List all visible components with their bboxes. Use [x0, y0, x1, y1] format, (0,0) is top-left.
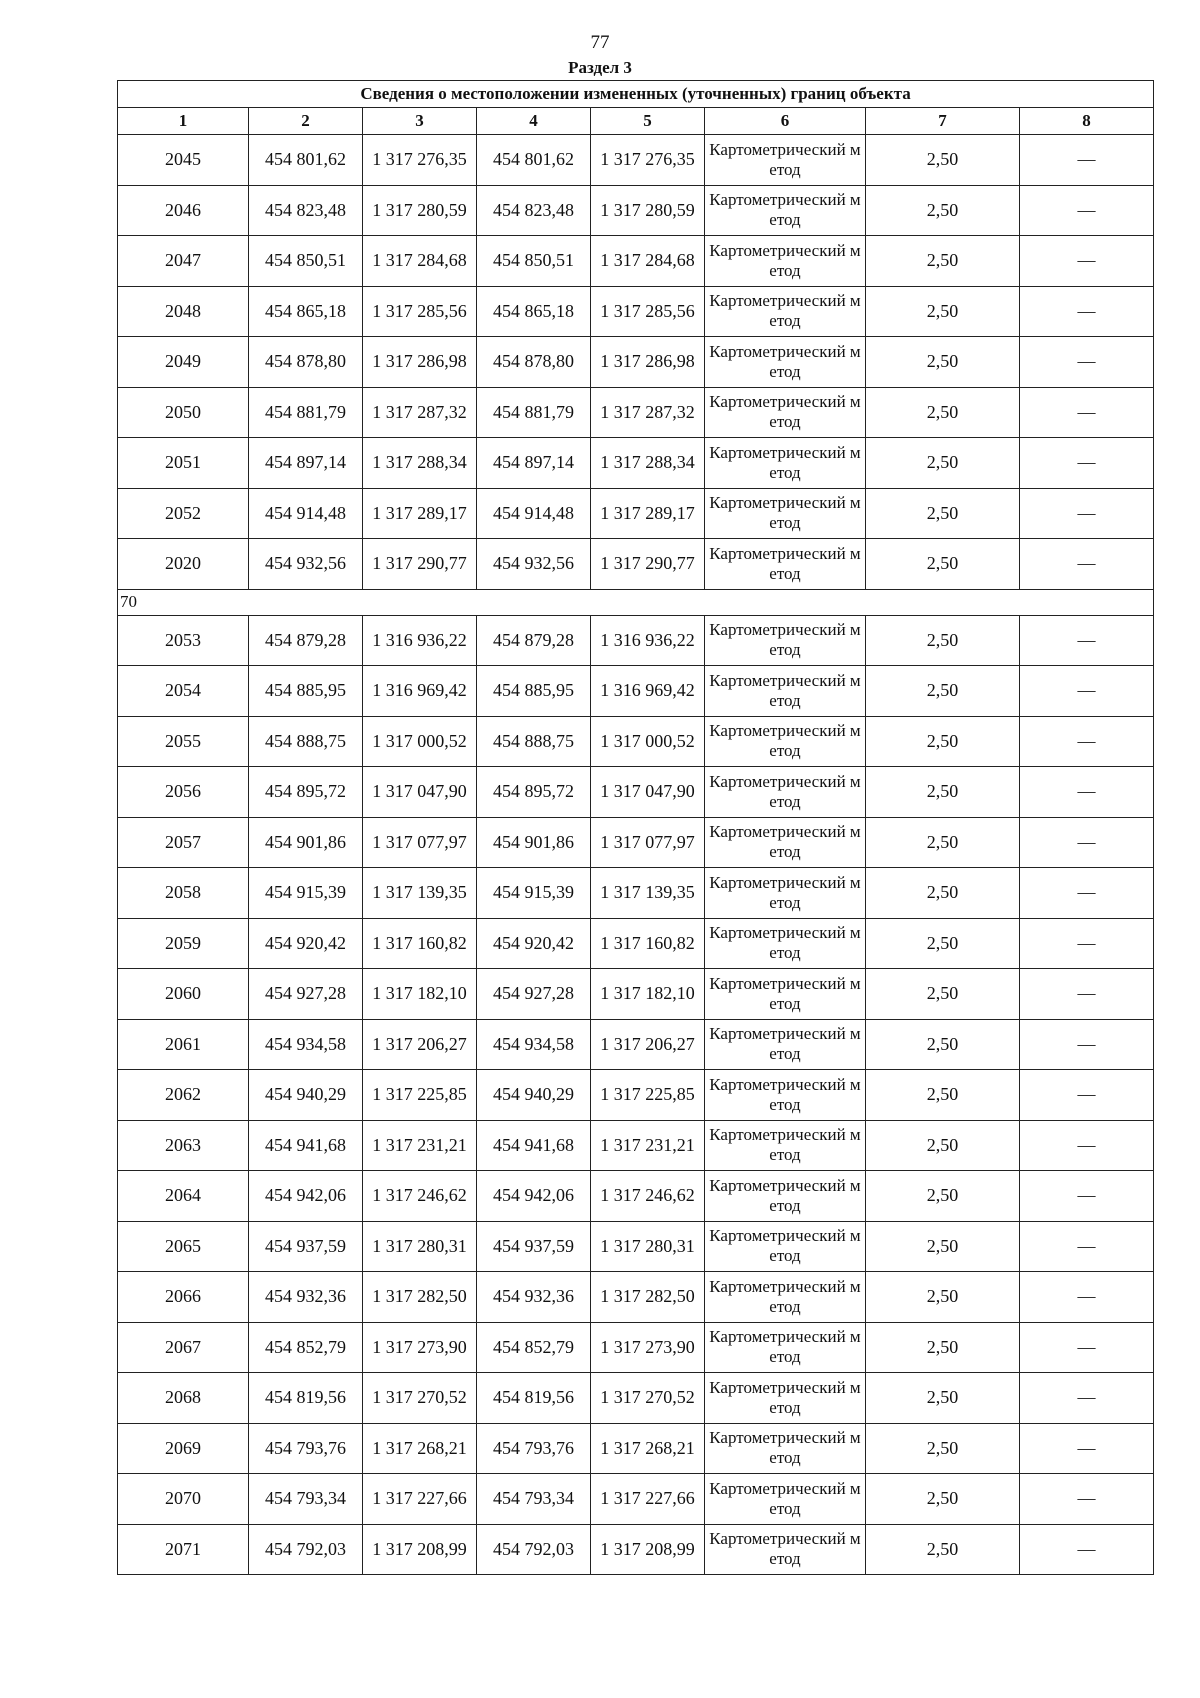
- table-row: [118, 387, 1154, 438]
- cell-x-existing: 454 852,79: [249, 1322, 363, 1373]
- cell-accuracy: 2,50: [866, 1221, 1020, 1272]
- cell-description: —: [1020, 817, 1154, 868]
- table-row: [118, 817, 1154, 868]
- cell-description: —: [1020, 1423, 1154, 1474]
- cell-y-new: 1 317 231,21: [591, 1120, 705, 1171]
- cell-method: [705, 1423, 866, 1474]
- cell-x-existing: 454 927,28: [249, 969, 363, 1020]
- column-number-7: 7: [866, 108, 1020, 135]
- cell-method: [705, 868, 866, 919]
- page-number: 77: [590, 32, 610, 53]
- cell-x-existing: 454 901,86: [249, 817, 363, 868]
- cell-y-existing: 1 317 139,35: [363, 868, 477, 919]
- method-text: Картометрический метод: [709, 1478, 861, 1518]
- cell-accuracy: 2,50: [866, 868, 1020, 919]
- method-text: Картометрический метод: [709, 822, 861, 862]
- method-text: Картометрический метод: [709, 1276, 861, 1316]
- method-text: Картометрический метод: [709, 392, 861, 432]
- cell-y-existing: 1 317 000,52: [363, 716, 477, 767]
- cell-description: —: [1020, 1221, 1154, 1272]
- cell-x-new: 454 927,28: [477, 969, 591, 1020]
- cell-x-existing: 454 881,79: [249, 387, 363, 438]
- cell-accuracy: 2,50: [866, 539, 1020, 590]
- cell-y-existing: 1 317 246,62: [363, 1171, 477, 1222]
- cell-point-number: 2048: [118, 286, 249, 337]
- cell-x-new: 454 937,59: [477, 1221, 591, 1272]
- cell-x-existing: 454 941,68: [249, 1120, 363, 1171]
- method-text: Картометрический метод: [709, 973, 861, 1013]
- cell-description: —: [1020, 337, 1154, 388]
- method-text: Картометрический метод: [709, 1024, 861, 1064]
- cell-method: [705, 1120, 866, 1171]
- cell-y-new: 1 317 282,50: [591, 1272, 705, 1323]
- cell-y-new: 1 317 182,10: [591, 969, 705, 1020]
- cell-x-new: 454 852,79: [477, 1322, 591, 1373]
- table-row: [118, 716, 1154, 767]
- cell-y-existing: 1 317 290,77: [363, 539, 477, 590]
- cell-description: —: [1020, 135, 1154, 186]
- table-row: [118, 1221, 1154, 1272]
- table-row: [118, 539, 1154, 590]
- method-text: Картометрический метод: [709, 1327, 861, 1367]
- cell-description: —: [1020, 1019, 1154, 1070]
- cell-x-new: 454 895,72: [477, 767, 591, 818]
- table-row: [118, 666, 1154, 717]
- cell-y-new: 1 317 284,68: [591, 236, 705, 287]
- cell-y-existing: 1 317 231,21: [363, 1120, 477, 1171]
- cell-accuracy: 2,50: [866, 185, 1020, 236]
- column-number-4: 4: [477, 108, 591, 135]
- cell-y-new: 1 317 289,17: [591, 488, 705, 539]
- cell-x-new: 454 932,36: [477, 1272, 591, 1323]
- cell-x-existing: 454 823,48: [249, 185, 363, 236]
- method-text: Картометрический метод: [709, 543, 861, 583]
- cell-method: [705, 767, 866, 818]
- cell-y-new: 1 317 077,97: [591, 817, 705, 868]
- cell-y-existing: 1 317 280,59: [363, 185, 477, 236]
- cell-accuracy: 2,50: [866, 1171, 1020, 1222]
- cell-y-new: 1 317 288,34: [591, 438, 705, 489]
- cell-description: —: [1020, 1120, 1154, 1171]
- cell-method: [705, 969, 866, 1020]
- cell-point-number: 2049: [118, 337, 249, 388]
- cell-x-existing: 454 914,48: [249, 488, 363, 539]
- cell-y-new: 1 316 936,22: [591, 615, 705, 666]
- cell-accuracy: 2,50: [866, 969, 1020, 1020]
- cell-method: [705, 1373, 866, 1424]
- method-text: Картометрический метод: [709, 620, 861, 660]
- cell-accuracy: 2,50: [866, 1373, 1020, 1424]
- method-text: Картометрический метод: [709, 341, 861, 381]
- cell-x-existing: 454 885,95: [249, 666, 363, 717]
- cell-x-new: 454 901,86: [477, 817, 591, 868]
- cell-x-existing: 454 801,62: [249, 135, 363, 186]
- cell-point-number: 2066: [118, 1272, 249, 1323]
- cell-x-new: 454 819,56: [477, 1373, 591, 1424]
- cell-point-number: 2052: [118, 488, 249, 539]
- cell-accuracy: 2,50: [866, 1474, 1020, 1525]
- cell-x-new: 454 885,95: [477, 666, 591, 717]
- cell-accuracy: 2,50: [866, 1524, 1020, 1575]
- method-text: Картометрический метод: [709, 670, 861, 710]
- cell-method: [705, 1070, 866, 1121]
- table-caption: Сведения о местоположении измененных (уточненных) границ объекта: [118, 81, 1154, 108]
- cell-y-new: 1 317 225,85: [591, 1070, 705, 1121]
- column-number-1: 1: [118, 108, 249, 135]
- table-row: [118, 488, 1154, 539]
- cell-x-new: 454 793,34: [477, 1474, 591, 1525]
- cell-x-existing: 454 888,75: [249, 716, 363, 767]
- cell-point-number: 2069: [118, 1423, 249, 1474]
- cell-description: —: [1020, 666, 1154, 717]
- table-row: [118, 337, 1154, 388]
- cell-x-new: 454 878,80: [477, 337, 591, 388]
- cell-description: —: [1020, 767, 1154, 818]
- cell-y-existing: 1 317 285,56: [363, 286, 477, 337]
- table-row: [118, 1120, 1154, 1171]
- cell-x-new: 454 793,76: [477, 1423, 591, 1474]
- cell-x-new: 454 914,48: [477, 488, 591, 539]
- method-text: Картометрический метод: [709, 1074, 861, 1114]
- table-row: [118, 135, 1154, 186]
- cell-y-existing: 1 317 182,10: [363, 969, 477, 1020]
- method-text: Картометрический метод: [709, 721, 861, 761]
- method-text: Картометрический метод: [709, 923, 861, 963]
- cell-point-number: 2055: [118, 716, 249, 767]
- cell-method: [705, 918, 866, 969]
- cell-method: [705, 539, 866, 590]
- cell-method: [705, 666, 866, 717]
- table-row: [118, 286, 1154, 337]
- cell-x-existing: 454 792,03: [249, 1524, 363, 1575]
- cell-x-new: 454 942,06: [477, 1171, 591, 1222]
- cell-method: [705, 185, 866, 236]
- cell-method: [705, 1524, 866, 1575]
- cell-y-existing: 1 317 227,66: [363, 1474, 477, 1525]
- cell-accuracy: 2,50: [866, 286, 1020, 337]
- cell-accuracy: 2,50: [866, 918, 1020, 969]
- cell-method: [705, 337, 866, 388]
- cell-point-number: 2065: [118, 1221, 249, 1272]
- table-row: [118, 868, 1154, 919]
- cell-method: [705, 817, 866, 868]
- cell-method: [705, 1019, 866, 1070]
- column-number-2: 2: [249, 108, 363, 135]
- cell-x-new: 454 823,48: [477, 185, 591, 236]
- cell-x-existing: 454 878,80: [249, 337, 363, 388]
- table-row: [118, 1423, 1154, 1474]
- cell-point-number: 2020: [118, 539, 249, 590]
- cell-description: —: [1020, 539, 1154, 590]
- column-number-row: [118, 108, 1154, 135]
- cell-x-existing: 454 865,18: [249, 286, 363, 337]
- cell-accuracy: 2,50: [866, 135, 1020, 186]
- cell-accuracy: 2,50: [866, 1423, 1020, 1474]
- table-row: [118, 767, 1154, 818]
- cell-x-new: 454 932,56: [477, 539, 591, 590]
- cell-description: —: [1020, 387, 1154, 438]
- cell-x-existing: 454 934,58: [249, 1019, 363, 1070]
- cell-y-existing: 1 317 225,85: [363, 1070, 477, 1121]
- method-text: Картометрический метод: [709, 1529, 861, 1569]
- cell-description: —: [1020, 236, 1154, 287]
- cell-accuracy: 2,50: [866, 615, 1020, 666]
- cell-accuracy: 2,50: [866, 1322, 1020, 1373]
- cell-accuracy: 2,50: [866, 767, 1020, 818]
- cell-x-existing: 454 932,56: [249, 539, 363, 590]
- cell-x-existing: 454 942,06: [249, 1171, 363, 1222]
- method-text: Картометрический метод: [709, 1175, 861, 1215]
- cell-description: —: [1020, 1524, 1154, 1575]
- cell-point-number: 2067: [118, 1322, 249, 1373]
- cell-point-number: 2051: [118, 438, 249, 489]
- table-row: [118, 1322, 1154, 1373]
- cell-y-existing: 1 317 077,97: [363, 817, 477, 868]
- cell-x-existing: 454 850,51: [249, 236, 363, 287]
- cell-accuracy: 2,50: [866, 1070, 1020, 1121]
- cell-y-existing: 1 317 284,68: [363, 236, 477, 287]
- cell-description: —: [1020, 286, 1154, 337]
- cell-accuracy: 2,50: [866, 488, 1020, 539]
- cell-method: [705, 438, 866, 489]
- cell-description: —: [1020, 185, 1154, 236]
- cell-method: [705, 1221, 866, 1272]
- cell-y-existing: 1 317 286,98: [363, 337, 477, 388]
- table-row: [118, 438, 1154, 489]
- cell-x-existing: 454 940,29: [249, 1070, 363, 1121]
- cell-x-new: 454 888,75: [477, 716, 591, 767]
- cell-x-new: 454 920,42: [477, 918, 591, 969]
- cell-description: —: [1020, 868, 1154, 919]
- cell-x-existing: 454 879,28: [249, 615, 363, 666]
- method-text: Картометрический метод: [709, 1226, 861, 1266]
- column-number-3: 3: [363, 108, 477, 135]
- table-row: [118, 1272, 1154, 1323]
- method-text: Картометрический метод: [709, 240, 861, 280]
- method-text: Картометрический метод: [709, 872, 861, 912]
- cell-x-new: 454 881,79: [477, 387, 591, 438]
- method-text: Картометрический метод: [709, 493, 861, 533]
- section-title: Раздел 3: [568, 58, 632, 77]
- cell-y-existing: 1 317 288,34: [363, 438, 477, 489]
- cell-y-new: 1 317 286,98: [591, 337, 705, 388]
- cell-x-existing: 454 932,36: [249, 1272, 363, 1323]
- cell-y-existing: 1 317 276,35: [363, 135, 477, 186]
- cell-y-existing: 1 317 287,32: [363, 387, 477, 438]
- cell-method: [705, 286, 866, 337]
- cell-description: —: [1020, 1070, 1154, 1121]
- cell-method: [705, 1474, 866, 1525]
- cell-y-new: 1 317 000,52: [591, 716, 705, 767]
- cell-accuracy: 2,50: [866, 1272, 1020, 1323]
- cell-description: —: [1020, 615, 1154, 666]
- cell-accuracy: 2,50: [866, 666, 1020, 717]
- cell-point-number: 2058: [118, 868, 249, 919]
- cell-accuracy: 2,50: [866, 387, 1020, 438]
- cell-description: —: [1020, 918, 1154, 969]
- cell-accuracy: 2,50: [866, 438, 1020, 489]
- cell-method: [705, 135, 866, 186]
- cell-point-number: 2054: [118, 666, 249, 717]
- cell-description: —: [1020, 716, 1154, 767]
- cell-y-new: 1 317 280,59: [591, 185, 705, 236]
- cell-point-number: 2046: [118, 185, 249, 236]
- method-text: Картометрический метод: [709, 139, 861, 179]
- cell-y-new: 1 317 139,35: [591, 868, 705, 919]
- cell-y-existing: 1 316 969,42: [363, 666, 477, 717]
- cell-method: [705, 716, 866, 767]
- table-row: [118, 1373, 1154, 1424]
- cell-y-existing: 1 317 208,99: [363, 1524, 477, 1575]
- cell-x-new: 454 801,62: [477, 135, 591, 186]
- cell-y-new: 1 317 273,90: [591, 1322, 705, 1373]
- cell-y-existing: 1 317 282,50: [363, 1272, 477, 1323]
- table-row: [118, 1524, 1154, 1575]
- cell-accuracy: 2,50: [866, 1019, 1020, 1070]
- cell-x-new: 454 865,18: [477, 286, 591, 337]
- cell-y-new: 1 317 290,77: [591, 539, 705, 590]
- cell-y-existing: 1 317 206,27: [363, 1019, 477, 1070]
- table-row: [118, 1474, 1154, 1525]
- cell-y-new: 1 317 276,35: [591, 135, 705, 186]
- cell-description: —: [1020, 969, 1154, 1020]
- cell-accuracy: 2,50: [866, 236, 1020, 287]
- cell-x-new: 454 850,51: [477, 236, 591, 287]
- cell-method: [705, 1322, 866, 1373]
- cell-method: [705, 1272, 866, 1323]
- cell-point-number: 2056: [118, 767, 249, 818]
- table-row: [118, 615, 1154, 666]
- cell-description: —: [1020, 1171, 1154, 1222]
- cell-y-new: 1 317 287,32: [591, 387, 705, 438]
- cell-y-new: 1 317 206,27: [591, 1019, 705, 1070]
- cell-method: [705, 1171, 866, 1222]
- method-text: Картометрический метод: [709, 1377, 861, 1417]
- table-row: [118, 918, 1154, 969]
- cell-point-number: 2050: [118, 387, 249, 438]
- cell-point-number: 2064: [118, 1171, 249, 1222]
- cell-x-new: 454 940,29: [477, 1070, 591, 1121]
- cell-y-existing: 1 317 289,17: [363, 488, 477, 539]
- cell-y-existing: 1 316 936,22: [363, 615, 477, 666]
- cell-x-existing: 454 793,34: [249, 1474, 363, 1525]
- cell-x-existing: 454 819,56: [249, 1373, 363, 1424]
- cell-x-existing: 454 920,42: [249, 918, 363, 969]
- cell-y-new: 1 317 208,99: [591, 1524, 705, 1575]
- method-text: Картометрический метод: [709, 442, 861, 482]
- column-number-6: 6: [705, 108, 866, 135]
- method-text: Картометрический метод: [709, 1125, 861, 1165]
- cell-description: —: [1020, 1322, 1154, 1373]
- table-row: [118, 1070, 1154, 1121]
- cell-x-existing: 454 793,76: [249, 1423, 363, 1474]
- contour-number: 70: [118, 589, 1154, 615]
- cell-point-number: 2070: [118, 1474, 249, 1525]
- cell-x-existing: 454 897,14: [249, 438, 363, 489]
- cell-method: [705, 236, 866, 287]
- cell-y-new: 1 317 270,52: [591, 1373, 705, 1424]
- cell-y-new: 1 317 246,62: [591, 1171, 705, 1222]
- cell-point-number: 2057: [118, 817, 249, 868]
- cell-x-new: 454 915,39: [477, 868, 591, 919]
- method-text: Картометрический метод: [709, 771, 861, 811]
- cell-y-new: 1 317 160,82: [591, 918, 705, 969]
- cell-x-existing: 454 937,59: [249, 1221, 363, 1272]
- table-row: [118, 185, 1154, 236]
- cell-y-new: 1 317 047,90: [591, 767, 705, 818]
- cell-description: —: [1020, 438, 1154, 489]
- contour-group-row: [118, 589, 1154, 615]
- cell-point-number: 2045: [118, 135, 249, 186]
- cell-point-number: 2071: [118, 1524, 249, 1575]
- cell-point-number: 2063: [118, 1120, 249, 1171]
- cell-x-new: 454 941,68: [477, 1120, 591, 1171]
- boundary-coordinates-table: [117, 80, 1154, 1575]
- cell-y-existing: 1 317 047,90: [363, 767, 477, 818]
- cell-method: [705, 387, 866, 438]
- column-number-5: 5: [591, 108, 705, 135]
- table-row: [118, 1019, 1154, 1070]
- cell-accuracy: 2,50: [866, 1120, 1020, 1171]
- cell-point-number: 2060: [118, 969, 249, 1020]
- cell-accuracy: 2,50: [866, 716, 1020, 767]
- cell-x-new: 454 792,03: [477, 1524, 591, 1575]
- cell-x-new: 454 879,28: [477, 615, 591, 666]
- method-text: Картометрический метод: [709, 1428, 861, 1468]
- cell-point-number: 2062: [118, 1070, 249, 1121]
- cell-y-new: 1 317 268,21: [591, 1423, 705, 1474]
- cell-x-new: 454 897,14: [477, 438, 591, 489]
- cell-y-new: 1 317 227,66: [591, 1474, 705, 1525]
- cell-method: [705, 488, 866, 539]
- cell-y-new: 1 317 285,56: [591, 286, 705, 337]
- cell-method: [705, 615, 866, 666]
- cell-y-existing: 1 317 270,52: [363, 1373, 477, 1424]
- cell-description: —: [1020, 1373, 1154, 1424]
- cell-x-new: 454 934,58: [477, 1019, 591, 1070]
- cell-point-number: 2053: [118, 615, 249, 666]
- cell-y-existing: 1 317 268,21: [363, 1423, 477, 1474]
- cell-y-new: 1 317 280,31: [591, 1221, 705, 1272]
- cell-point-number: 2059: [118, 918, 249, 969]
- cell-point-number: 2068: [118, 1373, 249, 1424]
- cell-description: —: [1020, 1474, 1154, 1525]
- column-number-8: 8: [1020, 108, 1154, 135]
- cell-y-existing: 1 317 160,82: [363, 918, 477, 969]
- cell-x-existing: 454 915,39: [249, 868, 363, 919]
- method-text: Картометрический метод: [709, 291, 861, 331]
- method-text: Картометрический метод: [709, 190, 861, 230]
- table-row: [118, 236, 1154, 287]
- cell-y-existing: 1 317 280,31: [363, 1221, 477, 1272]
- cell-point-number: 2047: [118, 236, 249, 287]
- cell-accuracy: 2,50: [866, 337, 1020, 388]
- cell-y-new: 1 316 969,42: [591, 666, 705, 717]
- cell-accuracy: 2,50: [866, 817, 1020, 868]
- table-row: [118, 969, 1154, 1020]
- cell-y-existing: 1 317 273,90: [363, 1322, 477, 1373]
- cell-x-existing: 454 895,72: [249, 767, 363, 818]
- cell-description: —: [1020, 488, 1154, 539]
- cell-description: —: [1020, 1272, 1154, 1323]
- table-row: [118, 1171, 1154, 1222]
- cell-point-number: 2061: [118, 1019, 249, 1070]
